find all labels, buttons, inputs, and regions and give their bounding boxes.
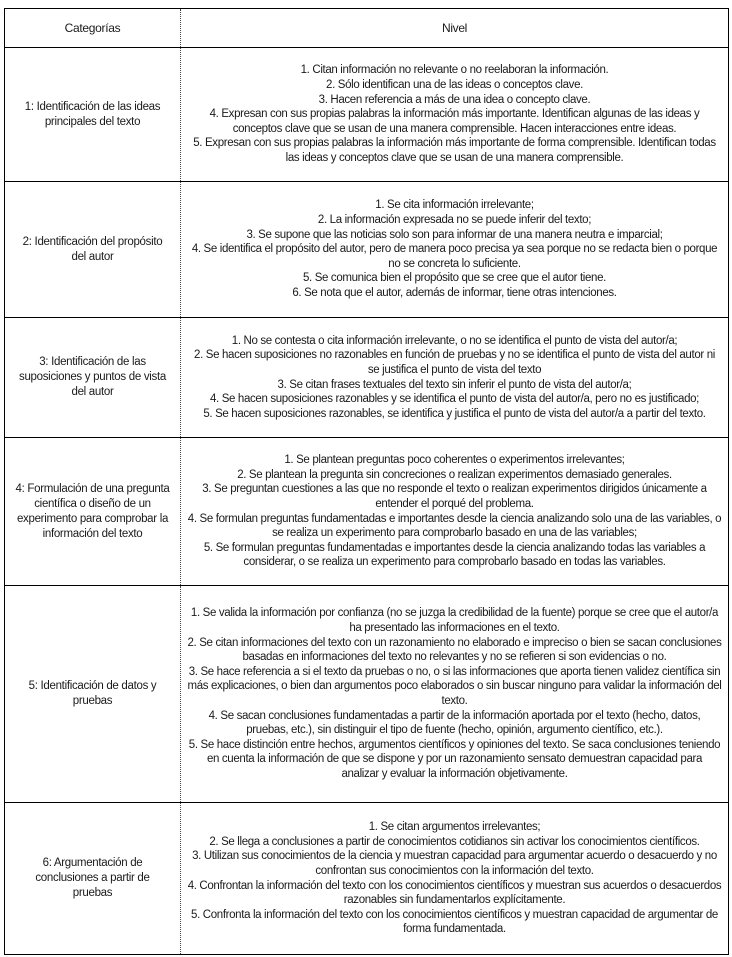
level-item: 5. Se comunica bien el propósito que se cree que el autor tiene. [302, 272, 606, 285]
table-row [5, 803, 728, 954]
table-header [5, 9, 728, 48]
level-item: 2. Se plantean la pregunta sin concreciones o realizan experimentos demasiado generales. [237, 468, 672, 481]
category-cell: 5: Identificación de datos y pruebas [5, 586, 181, 802]
category-cell: 6: Argumentación de conclusiones a partir de pruebas [5, 803, 181, 954]
level-item: 4. Expresan con sus propias palabras la información más importante. Identifican algunas de las ideas y conceptos clave que se usan de una manera comprensible. Hacen interacciones entre ideas. [209, 108, 700, 135]
level-cell [181, 586, 728, 802]
level-item: 3. Se hace referencia a si el texto da pruebas o no, o si las informaciones que aporta tienen validez científica sin más explicaciones, o bien dan argumentos poco elaborados o sin buscar ninguno para validar la información del texto. [187, 665, 722, 707]
table-row [5, 586, 728, 803]
level-item: 4. Se hacen suposiciones razonables y se identifica el punto de vista del autor/a, pero no es justificado; [209, 393, 700, 406]
table-row [5, 318, 728, 438]
level-item: 4. Se formulan preguntas fundamentadas e importantes desde la ciencia analizando solo una de las variables, o se realiza un experimento para comprobarlo basado en una de las variables; [187, 512, 722, 540]
level-item: 2. La información expresada no se puede inferir del texto; [317, 214, 592, 227]
level-item: 5. Expresan con sus propias palabras la información más importante de forma comprensible. Identifican todas las ideas y conceptos clave que se usan de una manera comprensible. [193, 137, 716, 164]
level-item: 3. Utilizan sus conocimientos de la ciencia y muestran capacidad para argumentar acuerdo o desacuerdo y no confrontan sus conocimientos con la información del texto. [192, 850, 717, 877]
level-cell [181, 438, 728, 585]
level-item: 2. Se hacen suposiciones no razonables en función de pruebas y no se identifica el punto de vista del autor ni se justifica el punto de vista del texto [194, 349, 715, 376]
level-item: 1. Se cita información irrelevante; [375, 199, 534, 212]
level-item: 5. Se formulan preguntas fundamentadas e importantes desde la ciencia analizando todas las variables a considerar, o se realiza un experimento para comprobarlo basado en todas las variables. [203, 541, 706, 569]
level-item: 2. Sólo identifican una de las ideas o conceptos clave. [326, 79, 583, 92]
header-level: Nivel [442, 20, 467, 35]
level-item: 1. No se contesta o cita información irrelevante, o no se identifica el punto de vista del autor/a; [231, 334, 678, 347]
level-item: 6. Se nota que el autor, además de informar, tiene otras intenciones. [292, 286, 617, 299]
level-item: 5. Se hace distinción entre hechos, argumentos científicos y opiniones del texto. Se saca conclusiones teniendo en cuenta la información de que se dispone y por un razonamiento sensato demuestran capacidad para analizar y evaluar la información objetivamente. [188, 738, 721, 780]
level-item: 1. Se plantean preguntas poco coherentes o experimentos irrelevantes; [284, 454, 625, 467]
table-row [5, 182, 728, 318]
level-item: 4. Se identifica el propósito del autor, pero de manera poco precisa ya sea porque no se redacta bien o porque no se concreta lo suficiente. [191, 243, 718, 270]
level-item: 2. Se citan informaciones del texto con un razonamiento no elaborado e impreciso o bien se sacan conclusiones basadas en informaciones del texto no relevantes y no se refieren si son evidencias o no. [187, 636, 722, 664]
header-categories: Categorías [5, 9, 181, 47]
level-cell [181, 182, 728, 317]
level-item: 1. Se citan argumentos irrelevantes; [368, 821, 541, 834]
level-item: 3. Se supone que las noticias solo son para informar de una manera neutra e imparcial; [246, 228, 663, 241]
level-cell [181, 318, 728, 437]
level-cell [181, 803, 728, 954]
level-item: 3. Hacen referencia a más de una idea o concepto clave. [318, 93, 591, 106]
level-item: 1. Citan información no relevante o no reelaboran la información. [300, 64, 609, 77]
category-cell: 4: Formulación de una pregunta científica o diseño de un experimento para comprobar la información del texto [5, 438, 181, 585]
level-item: 2. Se llega a conclusiones a partir de conocimientos cotidianos sin activar los conocimientos científicos. [209, 835, 700, 848]
level-item: 5. Se hacen suposiciones razonables, se identifica y justifica el punto de vista del autor/a a partir del texto. [203, 407, 706, 420]
level-cell [181, 48, 728, 181]
rubric-table [4, 8, 729, 955]
level-item: 3. Se preguntan cuestiones a las que no responde el texto o realizan experimentos dirigidos únicamente a entender el porqué del problema. [202, 483, 707, 510]
table-row [5, 438, 728, 586]
level-item: 4. Se sacan conclusiones fundamentadas a partir de la información aportada por el texto (hecho, datos, pruebas, etc.), sin distinguir el tipo de fuente (hecho, opinión, argumento científico, etc.). [208, 709, 701, 737]
level-item: 1. Se valida la información por confianza (no se juzga la credibilidad de la fuente) porque se cree que el autor/a ha presentado las informaciones en el texto. [190, 607, 719, 635]
category-cell: 1: Identificación de las ideas principales del texto [5, 48, 181, 181]
category-cell: 3: Identificación de las suposiciones y puntos de vista del autor [5, 318, 181, 437]
level-item: 5. Confronta la información del texto con los conocimientos científicos y muestran capacidad de argumentar de forma fundamentada. [191, 908, 718, 936]
table-row [5, 48, 728, 182]
level-item: 4. Confrontan la información del texto con los conocimientos científicos y muestran sus acuerdos o desacuerdos razonables sin fundamentarlos explícitamente. [187, 879, 722, 907]
level-item: 3. Se citan frases textuales del texto sin inferir el punto de vista del autor/a; [277, 378, 632, 391]
category-cell: 2: Identificación del propósito del autor [5, 182, 181, 317]
